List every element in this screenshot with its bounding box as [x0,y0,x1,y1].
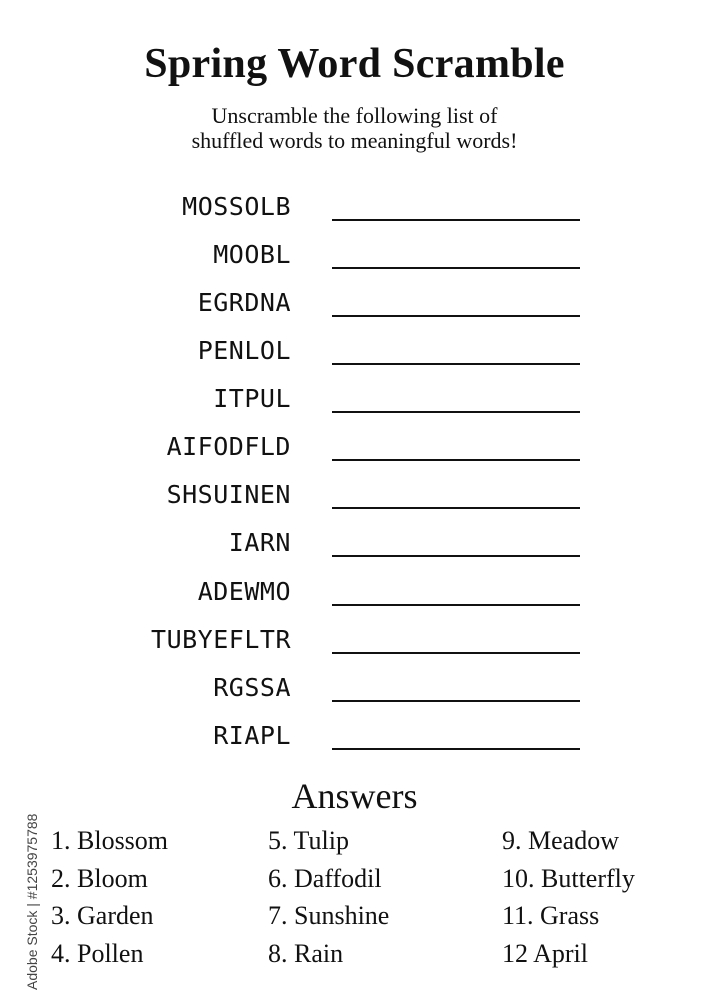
scrambled-word: MOSSOLB [182,192,291,221]
scrambled-word: TUBYEFLTR [151,625,291,654]
page-title: Spring Word Scramble [144,41,565,87]
puzzle-row-12 [0,719,709,755]
answer-item: 12 April [502,938,588,968]
answer-item: 6. Daffodil [268,863,382,893]
answer-item: 2. Bloom [51,863,148,893]
puzzle-row-2 [0,238,709,274]
answer-blank-line [332,459,580,461]
puzzle-row-5 [0,382,709,418]
answers-column-2 [268,822,389,972]
answer-blank-line [332,219,580,221]
answer-item: 4. Pollen [51,938,144,968]
scrambled-word: ADEWMO [197,577,291,606]
puzzle-row-4 [0,334,709,370]
scrambled-word: AIFODFLD [166,432,291,461]
scrambled-word: IARN [228,528,291,557]
answer-item: 1. Blossom [51,826,169,855]
answer-item: 9. Meadow [502,826,619,855]
answer-item: 10. Butterfly [502,863,635,893]
answers-column-1 [51,822,168,972]
answer-item: 8. Rain [268,938,344,968]
puzzle-row-8 [0,526,709,562]
answer-item: 3. Garden [51,901,154,930]
instructions-line: Unscramble the following list of [211,103,498,128]
answers-column-3 [502,822,635,972]
puzzle-row-11 [0,671,709,707]
answer-item: 7. Sunshine [268,901,390,930]
puzzle-row-3 [0,286,709,322]
scrambled-word: ITPUL [213,384,291,413]
answer-blank-line [332,652,580,654]
stock-id-text: Adobe Stock | #1253975788 [24,813,40,990]
scrambled-word: RGSSA [213,673,291,702]
answers-heading: Answers [291,776,418,816]
answer-blank-line [332,315,580,317]
answer-blank-line [332,507,580,509]
puzzle-row-10 [0,623,709,659]
scrambled-word: EGRDNA [197,288,291,317]
answer-item: 5. Tulip [268,826,349,855]
scrambled-word: MOOBL [213,240,291,269]
puzzle-row-9 [0,575,709,611]
scrambled-word: SHSUINEN [166,480,291,509]
answer-blank-line [332,267,580,269]
answer-blank-line [332,700,580,702]
scrambled-word: PENLOL [197,336,291,365]
answer-blank-line [332,363,580,365]
instructions-line: shuffled words to meaningful words! [191,128,518,153]
answer-item: 11. Grass [502,901,600,930]
scrambled-word: RIAPL [213,721,291,750]
answer-blank-line [332,748,580,750]
puzzle-row-7 [0,478,709,514]
answer-blank-line [332,411,580,413]
answer-blank-line [332,555,580,557]
instructions [0,103,709,153]
answer-blank-line [332,604,580,606]
puzzle-row-1 [0,190,709,226]
puzzle-row-6 [0,430,709,466]
